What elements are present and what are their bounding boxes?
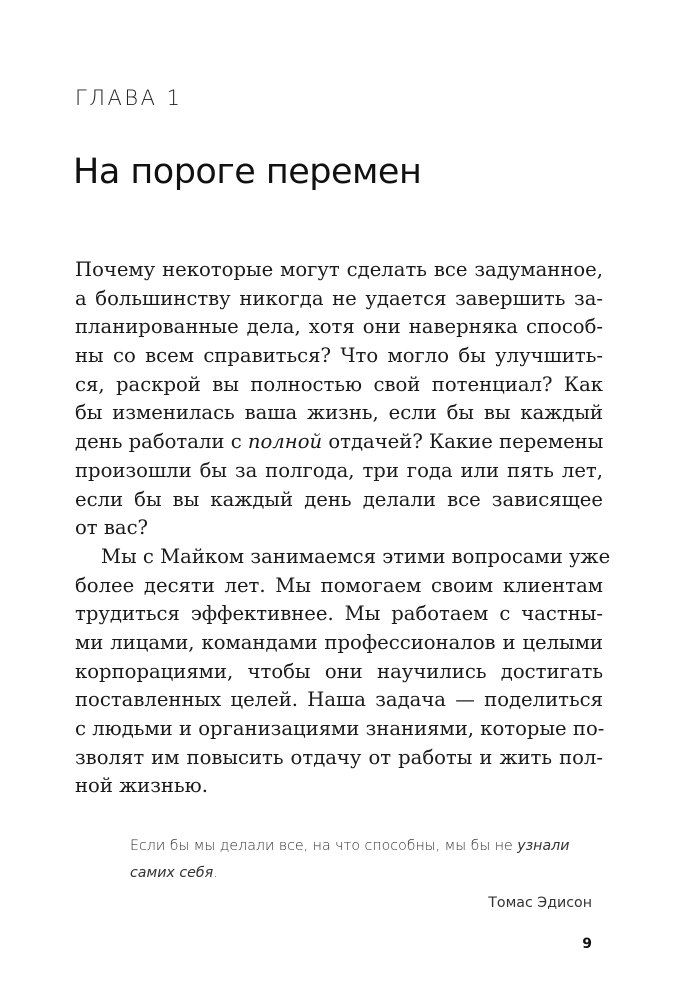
text-line [75,371,603,400]
text-line [75,457,603,486]
emphasis-text: полной [247,430,323,454]
page-number: 9 [582,936,592,952]
text-line [75,715,603,744]
text-line [75,686,603,715]
text-line [75,313,603,342]
text-segment: день работали с [75,430,248,454]
emphasis-text: узнали [517,838,570,854]
text-segment: планированные дела, хотя они наверняка способ- [75,315,603,339]
text-segment: . [213,865,218,881]
epigraph-author: Томас Эдисон [488,895,592,911]
text-line [130,833,592,860]
text-line [75,256,603,285]
text-segment: ной жизнью. [75,774,208,798]
text-segment: корпорациями, чтобы они научились достигать [75,659,603,683]
text-segment: от вас? [75,516,149,540]
text-segment: ми лицами, командами профессионалов и целыми [75,630,603,654]
text-segment: произошли бы за полгода, три года или пять лет, [75,458,603,482]
text-line [75,600,603,629]
text-segment: зволят им повысить отдачу от работы и жить пол- [75,745,603,769]
text-line [75,543,611,572]
text-segment: более десяти лет. Мы помогаем своим клиентам [75,573,603,597]
text-segment: трудиться эффективнее. Мы работаем с частны- [75,602,603,626]
text-line [75,486,603,515]
text-segment: Почему некоторые могут сделать все задуманное, [75,258,603,281]
text-segment: а большинству никогда не удается завершить за- [75,286,603,310]
text-line [75,285,603,314]
text-segment: бы изменилась ваша жизнь, если бы вы каждый [75,401,603,425]
paragraph [75,256,603,543]
epigraph [130,833,592,887]
text-line [75,629,603,658]
text-segment: ны со всем справиться? Что могло бы улучшить- [75,344,603,368]
text-segment: Если бы мы делали все, на что способны, мы бы не [130,838,518,854]
text-segment: если бы вы каждый день делали все зависящее [75,487,603,511]
paragraph [75,543,611,801]
body-text [75,256,611,801]
text-segment: отдачей? Какие перемены [322,430,604,454]
text-segment: поставленных целей. Наша задача — поделиться [75,688,603,712]
text-line [75,342,603,371]
text-segment: с людьми и организациями знаниями, которые по- [75,717,605,740]
emphasis-text: самих себя [130,865,214,881]
text-line [130,860,592,887]
text-line [75,399,603,428]
text-line [75,514,603,543]
text-line [75,572,603,601]
chapter-title: На пороге перемен [73,152,422,192]
chapter-label: ГЛАВА 1 [75,86,183,110]
text-segment: ся, раскрой вы полностью свой потенциал? Как [75,372,603,396]
text-line [75,428,603,457]
text-segment: Мы с Майком занимаемся этими вопросами уже [101,544,611,568]
text-line [75,772,603,801]
text-line [75,744,603,773]
text-line [75,658,603,687]
